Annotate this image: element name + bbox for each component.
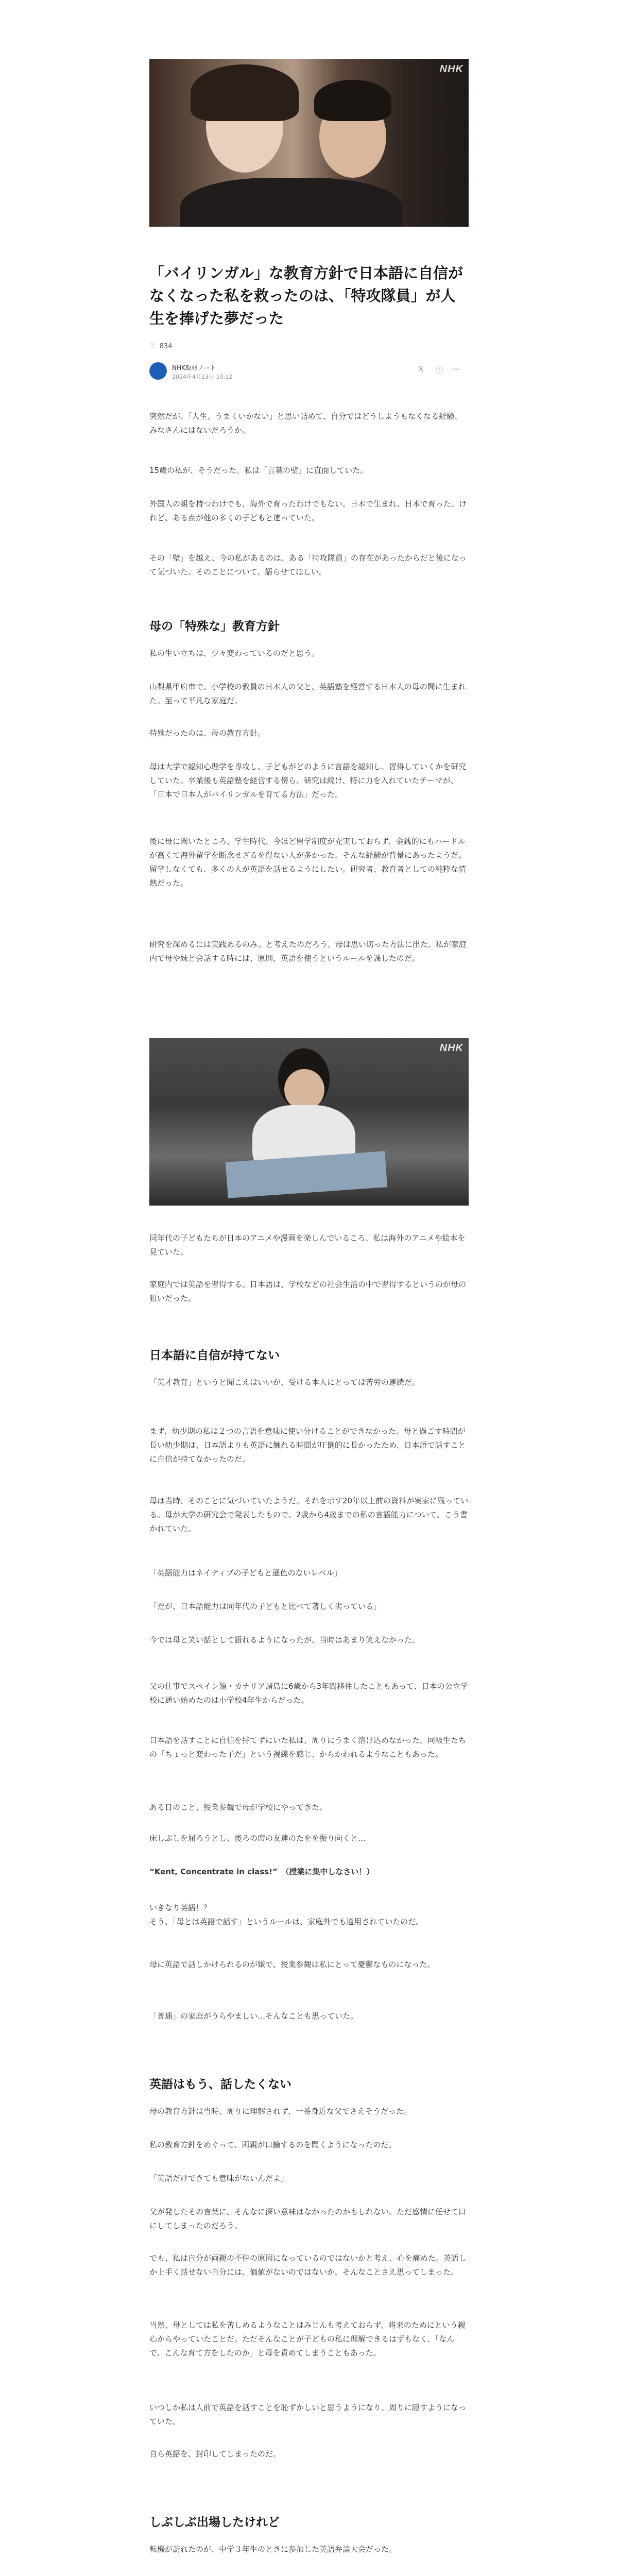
paragraph: 突然だが、「人生、うまくいかない」と思い詰めて、自分ではどうしようもなくなる経験、みなさんにはないだろうか。	[149, 412, 462, 435]
paragraph: 床しぶしを屈ろうとし、後ろの席の友達のたをを振り向くと…	[149, 1834, 366, 1843]
publish-date: 2024年4月23日 10:12	[172, 374, 233, 380]
clothes-shape	[180, 178, 402, 227]
facebook-icon[interactable]: ⓕ	[436, 367, 443, 375]
paragraph: 自ら英語を、封印してしまったのだ。	[149, 2449, 281, 2459]
section-heading: 英語はもう、話したくない	[149, 2078, 291, 2091]
article-headline: 「バイリンガル」な教育方針で日本語に自信がなくなった私を救ったのは、「特攻隊員」が人生を捧げた夢だった	[149, 264, 464, 327]
paragraph: 今では母と笑い話として語れるようになったが、当時はあまり笑えなかった。	[149, 1635, 420, 1645]
like-button[interactable]	[149, 343, 172, 350]
paragraph: まず、幼少期の私は２つの言語を意味に使い分けることができなかった。母と過ごす時間が長い幼少期は、日本語よりも英語に触れる時間が圧倒的に長かったため、日本語で話すことに自信が持てなかったのだ。	[149, 1427, 466, 1464]
paragraph: 「英才教育」というと聞こえはいいが、受ける本人にとっては苦労の連続だ。	[149, 1378, 420, 1387]
paragraph: ある日のこと、授業参観で母が学校にやってきた。	[149, 1803, 328, 1812]
article-meta	[149, 343, 469, 389]
paragraph: 後に母に聞いたところ、学生時代、今ほど留学制度が充実しておらず、金銭的にもハードルが高くて海外留学を断念せざるを得ない人が多かった。そんな経験が背景にあったようだ。留学しなくても、多くの人が英語を話せるようにしたい。研究者、教育者としての純粋な情熱だった。	[149, 837, 467, 888]
paragraph: 山梨県甲府市で、小学校の教員の日本人の父と、英語塾を経営する日本人の母の間に生まれた。至って平凡な家庭だ。	[149, 682, 466, 705]
quote-paragraph: “Kent, Concentrate in class!” （授業に集中しなさい！）	[149, 1867, 374, 1876]
author-name[interactable]: NHK取材ノート	[172, 364, 216, 371]
quote-paragraph: 「英語能力はネイティブの子どもと遜色のないレベル」	[149, 1568, 342, 1578]
child-face-shape	[284, 1069, 324, 1110]
section-heading: しぶしぶ出場したけれど	[149, 2516, 280, 2529]
quote-paragraph: 「だが、日本語能力は同年代の子どもと比べて著しく劣っている」	[149, 1602, 382, 1611]
paragraph: 同年代の子どもたちが日本のアニメや漫画を楽しんでいるころ、私は海外のアニメや絵本を見ていた。	[149, 1233, 466, 1257]
nhk-logo: NHK	[439, 63, 464, 75]
nhk-logo: NHK	[439, 1042, 464, 1054]
paragraph: いつしか私は人前で英語を話すことを恥ずかしいと思うようになり、周りに隠すようになっていた。	[149, 2403, 467, 2426]
paragraph: 母に英語で話しかけられるのが嫌で、授業参観は私にとって憂鬱なものになった。	[149, 1960, 435, 1969]
like-count: 834	[159, 343, 173, 350]
section-heading: 日本語に自信が持てない	[149, 1349, 280, 1362]
boy-hair-shape	[314, 80, 391, 121]
hero-photo	[149, 59, 469, 227]
paragraph: 私の教育方針をめぐって、両親が口論するのを聞くようになったのだ。	[149, 2140, 397, 2149]
picture-book-shape	[226, 1151, 387, 1198]
mother-hair-shape	[191, 64, 299, 121]
paragraph: 父が発したその言葉に、そんなに深い意味はなかったのかもしれない。ただ感情に任せて口にしてしまったのだろう。	[149, 2207, 467, 2230]
heart-icon: ♡	[149, 343, 156, 350]
share-icon[interactable]: ⋯	[453, 365, 460, 374]
paragraph: 転機が訪れたのが、中学３年生のときに参加した英語弁論大会だった。	[149, 2545, 397, 2554]
quote-paragraph: 「英語だけできても意味がないんだよ」	[149, 2174, 289, 2183]
paragraph: いきなり英語！？ そう、「母とは英語で話す」というルールは、家庭外でも適用されていたのだ。	[149, 1903, 424, 1926]
paragraph: 15歳の私が、そうだった。私は「言葉の壁」に直面していた。	[149, 466, 368, 475]
x-icon[interactable]: 𝕏	[418, 365, 424, 374]
paragraph: その「壁」を越え、今の私があるのは、ある「特攻隊員」の存在があったからだと後になって気づいた。そのことについて、語らせてほしい。	[149, 553, 467, 577]
paragraph: 母は当時、そのことに気づいていたようだ。それを示す20年以上前の資料が実家に残っている。母が大学の研究会で発表したもので、2歳から4歳までの私の言語能力について、こう書かれていた。	[149, 1496, 469, 1533]
paragraph: 日本語を話すことに自信を持てずにいた私は、周りにうまく溶け込めなかった。同級生たちの「ちょっと変わった子だ」という視線を感じ、からかわれるようなこともあった。	[149, 1736, 467, 1759]
paragraph: 私の生い立ちは、少々変わっているのだと思う。	[149, 649, 319, 658]
paragraph: 研究を深めるには実践あるのみ。と考えたのだろう。母は思い切った方法に出た。私が家庭内で母や妹と会話する時には、原則、英語を使うというルールを課したのだ。	[149, 940, 467, 963]
paragraph: でも、私は自分が両親の不仲の原因になっているのではないかと考え、心を痛めた。英語しか上手く話せない自分には、価値がないのではないか。そんなことさえ思ってしまった。	[149, 2253, 467, 2277]
author-avatar[interactable]	[149, 362, 167, 380]
paragraph: 「普通」の家庭がうらやましい…そんなことも思っていた。	[149, 2011, 358, 2021]
paragraph: 当然、母としては私を苦しめるようなことはみじんも考えておらず、将来のためにという親心からやっていたことだ。ただそんなことが子どもの私に理解できるはずもなく、「なんで、こんな育て方をしたのか」と母を責めてしまうこともあった。	[149, 2320, 466, 2358]
paragraph: 父の仕事でスペイン領・カナリア諸島に6歳から3年間移住したこともあって、日本の公立学校に通い始めたのは小学校4年生からだった。	[149, 1682, 468, 1705]
paragraph: 母の教育方針は当時、周りに理解されず、一番身近な父でさえそうだった。	[149, 2107, 411, 2116]
paragraph: 家庭内では英語を習得する。日本語は、学校などの社会生活の中で習得するというのが母の狙いだった。	[149, 1280, 467, 1303]
childhood-reading-photo	[149, 1038, 469, 1206]
paragraph: 特殊だったのは、母の教育方針。	[149, 728, 266, 738]
paragraph: 母は大学で認知心理学を専攻し、子どもがどのように言語を認知し、習得していくかを研究していた。卒業後も英語塾を経営する傍ら、研究は続け、特に力を入れていたテーマが、「日本で日本人がバイリンガルを育てる方法」だった。	[149, 762, 467, 799]
section-heading: 母の「特殊な」教育方針	[149, 620, 280, 633]
paragraph: 外国人の親を持つわけでも、海外で育ったわけでもない。日本で生まれ、日本で育った。けれど、ある点が他の多くの子どもと違っていた。	[149, 499, 467, 522]
